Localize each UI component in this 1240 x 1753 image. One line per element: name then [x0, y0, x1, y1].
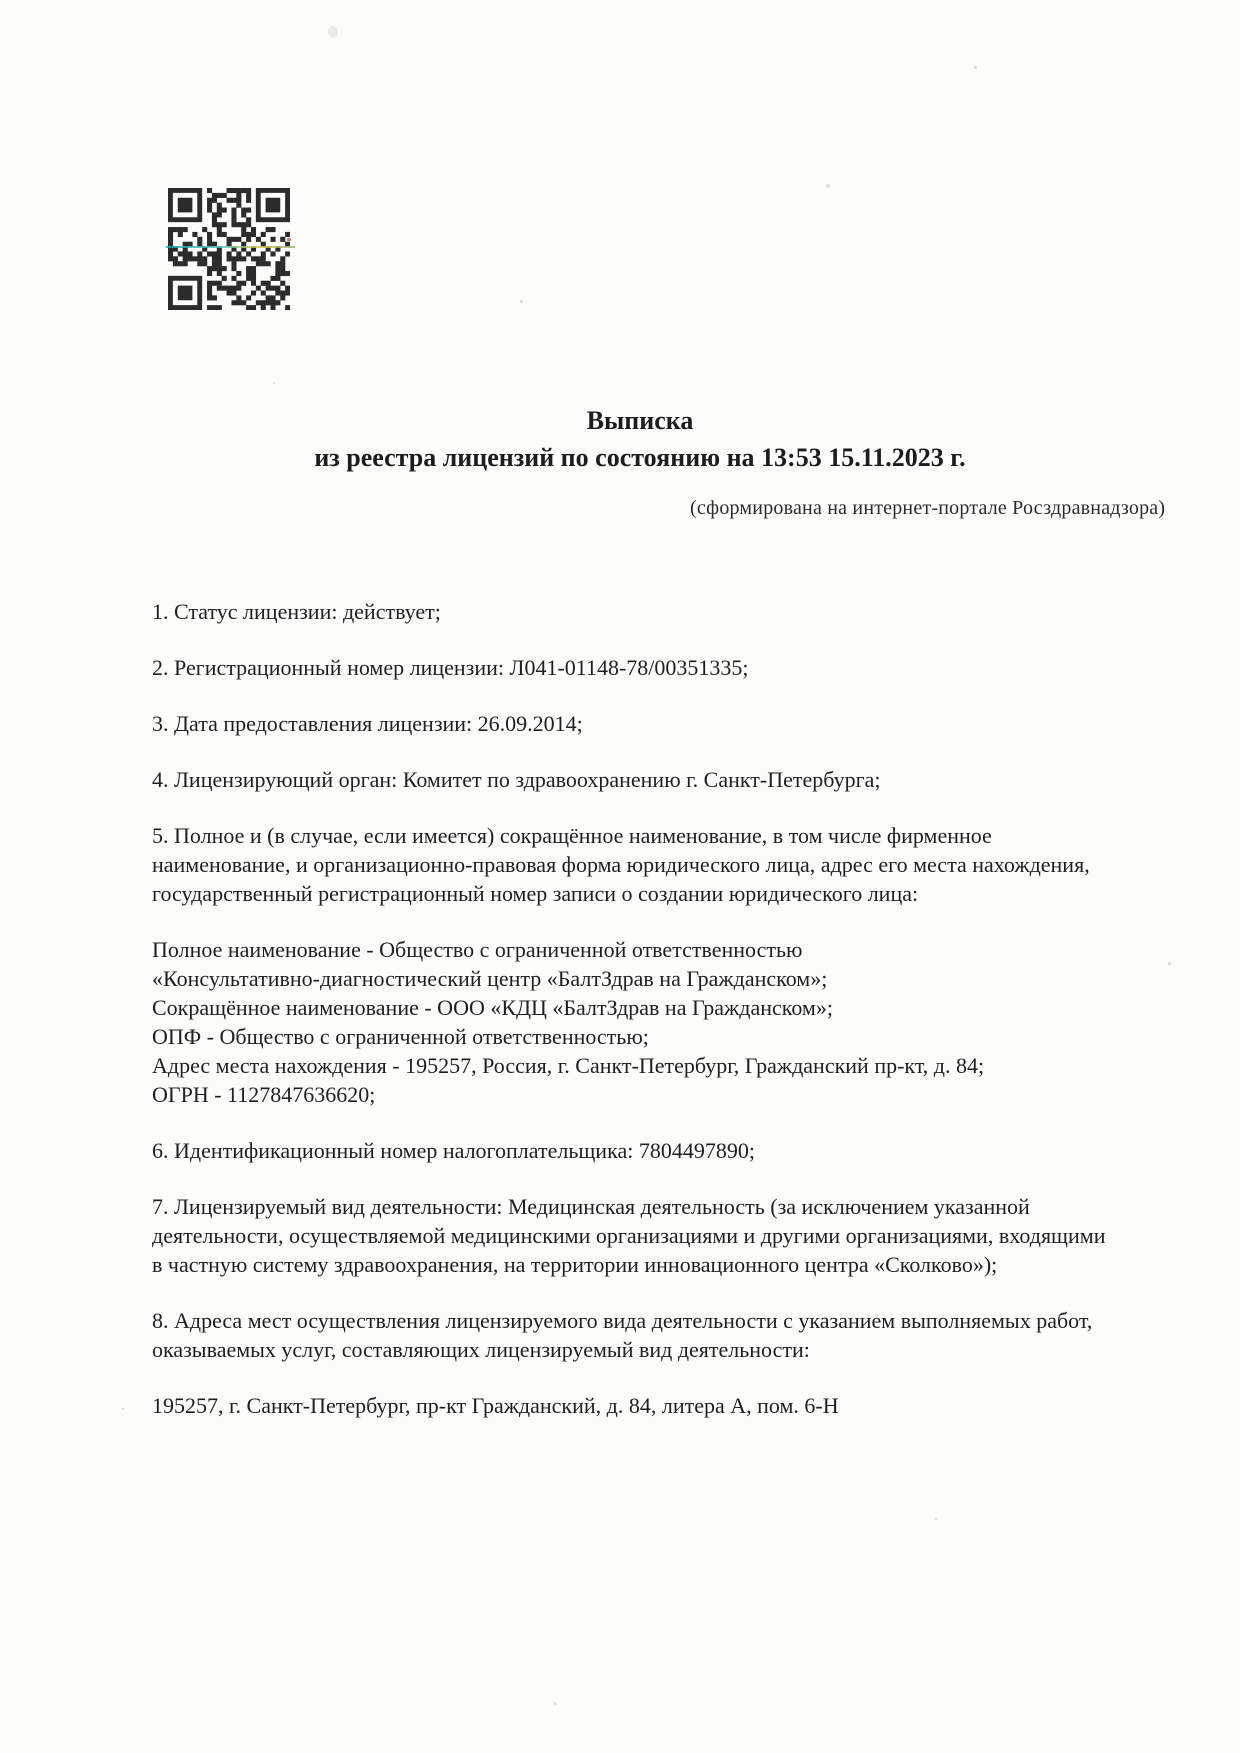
activity-addresses-header: 8. Адреса мест осуществления лицензируемого вида деятельности с указанием выполняемых работ, оказываемых услуг, составляющих лицензируемый вид деятельности: [152, 1308, 1093, 1362]
org-ogrn: ОГРН - 1127847636620; [152, 1082, 376, 1107]
org-full-name-line-2: «Консультативно-диагностический центр «БалтЗдрав на Гражданском»; [152, 966, 828, 991]
scan-smudge [328, 26, 338, 38]
licensed-activity: 7. Лицензируемый вид деятельности: Медицинская деятельность (за исключением указанной деятельности, осуществляемой медицинскими организациями и другими организациями, входящими в частную систему здравоохранения, на территории инновационного центра «Сколково»); [152, 1194, 1106, 1277]
document-title [140, 402, 1140, 476]
scan-speckle [974, 66, 977, 69]
license-reg-number: 2. Регистрационный номер лицензии: Л041-01148-78/00351335; [152, 655, 749, 680]
org-legal-form: ОПФ - Общество с ограниченной ответственностью; [152, 1024, 649, 1049]
scan-speckle [826, 184, 830, 188]
title-line-2: из реестра лицензий по состоянию на 13:53 15.11.2023 г. [314, 443, 966, 472]
title-line-1: Выписка [586, 406, 694, 435]
scan-speckle [520, 300, 523, 303]
generated-note: (сформирована на интернет-портале Росздравнадзора) [690, 497, 1166, 519]
org-section-header: 5. Полное и (в случае, если имеется) сокращённое наименование, в том числе фирменное наименование, и организационно-правовая форма юридического лица, адрес его места нахождения, государственный регистрационный номер записи о создании юридического лица: [152, 823, 1090, 906]
scan-speckle [122, 1408, 124, 1410]
scan-speckle [273, 382, 275, 384]
license-status: 1. Статус лицензии: действует; [152, 599, 441, 624]
activity-address: 195257, г. Санкт-Петербург, пр-кт Гражданский, д. 84, литера А, пом. 6-Н [152, 1393, 839, 1418]
taxpayer-inn: 6. Идентификационный номер налогоплательщика: 7804497890; [152, 1138, 755, 1163]
org-address: Адрес места нахождения - 195257, Россия, г. Санкт-Петербург, Гражданский пр-кт, д. 84; [152, 1053, 985, 1078]
scan-speckle [1168, 962, 1171, 965]
org-full-name-line-1: Полное наименование - Общество с ограниченной ответственностью [152, 937, 803, 962]
licensing-authority: 4. Лицензирующий орган: Комитет по здравоохранению г. Санкт-Петербурга; [152, 767, 881, 792]
document-body [152, 597, 1120, 1447]
org-details [152, 935, 1120, 1109]
license-grant-date: 3. Дата предоставления лицензии: 26.09.2014; [152, 711, 583, 736]
scan-speckle [553, 1702, 557, 1705]
qr-code-icon [168, 188, 290, 310]
scan-speckle [935, 1518, 937, 1520]
org-short-name: Сокращённое наименование - ООО «КДЦ «БалтЗдрав на Гражданском»; [152, 995, 833, 1020]
